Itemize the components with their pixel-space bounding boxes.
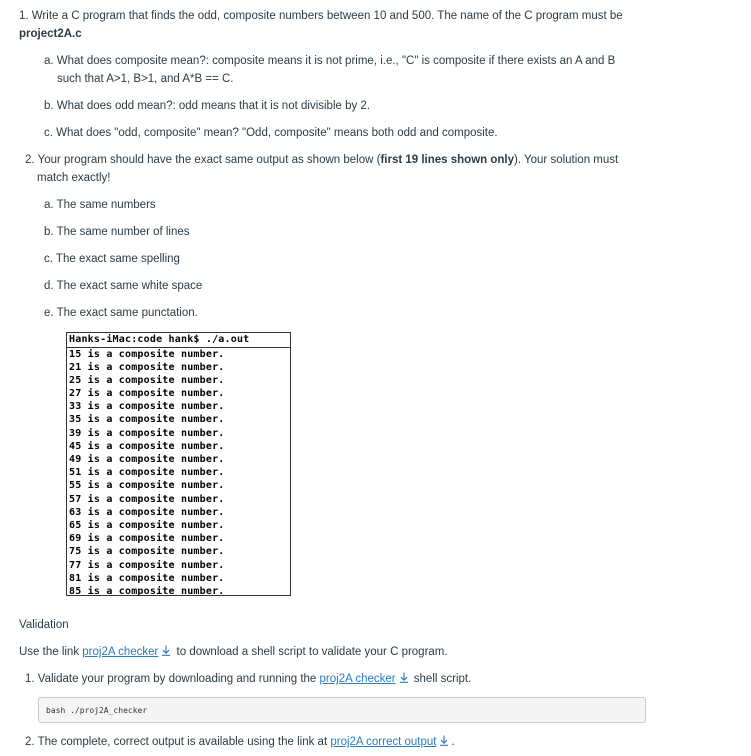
code-block bbox=[38, 697, 646, 723]
program-filename: project2A.c bbox=[19, 28, 82, 40]
code-command: bash ./proj2A_checker bbox=[46, 706, 148, 715]
item2-line2: match exactly! bbox=[37, 172, 111, 184]
item1-line1: 1. Write a C program that finds the odd, composite numbers between 10 and 500. The name of the C program must be bbox=[19, 10, 623, 22]
item2c: c. The exact same spelling bbox=[44, 253, 180, 265]
terminal-line: 15 is a composite number. bbox=[69, 348, 225, 360]
terminal-line: 81 is a composite number. bbox=[69, 572, 225, 584]
download-icon[interactable] bbox=[439, 735, 449, 746]
terminal-line: 49 is a composite number. bbox=[69, 454, 225, 465]
terminal-line: 39 is a composite number. bbox=[69, 427, 225, 439]
validation-heading: Validation bbox=[19, 619, 69, 631]
item1a-line1: a. What does composite mean?: composite means it is not prime, i.e., "C" is composite if there exists an A and B bbox=[44, 55, 616, 67]
item1b: b. What does odd mean?: odd means that it is not divisible by 2. bbox=[44, 100, 371, 112]
validation-step2: 2. The complete, correct output is available using the link at proj2A correct output . bbox=[25, 736, 455, 748]
item2d: d. The exact same white space bbox=[44, 280, 203, 292]
terminal-line: 69 is a composite number. bbox=[69, 533, 225, 545]
terminal-prompt: Hanks-iMac:code hank$ ./a.out bbox=[67, 334, 290, 348]
download-icon[interactable] bbox=[399, 672, 409, 683]
terminal-line: 75 is a composite number. bbox=[69, 546, 225, 558]
item2-line1: 2. Your program should have the exact same output as shown below (first 19 lines shown only). Your solution must bbox=[25, 154, 619, 166]
terminal-line: 57 is a composite number. bbox=[69, 493, 225, 505]
terminal-line: 25 is a composite number. bbox=[69, 374, 225, 386]
terminal-line: 85 is a composite number. bbox=[69, 585, 225, 597]
item2a: a. The same numbers bbox=[44, 199, 156, 211]
terminal-line: 33 is a composite number. bbox=[69, 401, 225, 413]
item1c: c. What does "odd, composite" mean? "Odd, composite" means both odd and composite. bbox=[44, 127, 498, 139]
proj2a-checker-link-2[interactable]: proj2A checker bbox=[319, 673, 396, 685]
terminal-output bbox=[66, 332, 291, 596]
terminal-line: 27 is a composite number. bbox=[69, 388, 225, 400]
validation-intro: Use the link proj2A checker to download a shell script to validate your C program. bbox=[19, 646, 448, 658]
item2b: b. The same number of lines bbox=[44, 226, 190, 238]
terminal-line: 77 is a composite number. bbox=[69, 559, 225, 571]
validation-step1: 1. Validate your program by downloading and running the proj2A checker shell script. bbox=[25, 673, 472, 685]
terminal-line: 65 is a composite number. bbox=[69, 519, 225, 531]
terminal-line: 35 is a composite number. bbox=[69, 414, 225, 426]
terminal-line: 55 is a composite number. bbox=[69, 480, 225, 492]
terminal-line: 63 is a composite number. bbox=[69, 506, 225, 518]
terminal-line: 51 is a composite number. bbox=[69, 467, 225, 479]
terminal-line: 21 is a composite number. bbox=[69, 361, 225, 373]
item2e: e. The exact same punctation. bbox=[44, 307, 198, 319]
item1a-line2: such that A>1, B>1, and A*B == C. bbox=[57, 73, 234, 85]
proj2a-correct-output-link[interactable]: proj2A correct output bbox=[330, 736, 437, 748]
proj2a-checker-link[interactable]: proj2A checker bbox=[82, 646, 159, 658]
terminal-line: 45 is a composite number. bbox=[69, 440, 225, 452]
download-icon[interactable] bbox=[161, 645, 171, 656]
